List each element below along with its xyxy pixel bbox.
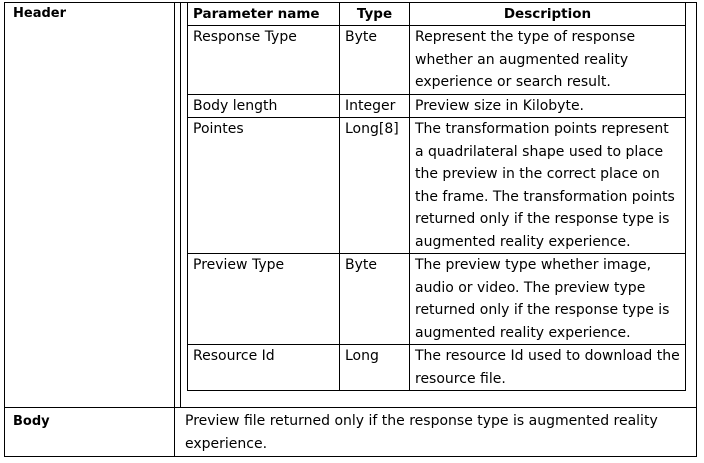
header-parameters-table (187, 2, 686, 391)
body-section-label: Body (13, 414, 50, 429)
parameter-type: Long (340, 345, 410, 391)
parameter-description: Represent the type of response whether an augmented reality experience or search result. (410, 26, 686, 95)
column-header-description: Description (410, 3, 686, 26)
parameter-name: Resource Id (188, 345, 340, 391)
parameter-description: Preview size in Kilobyte. (410, 94, 686, 118)
parameter-name: Pointes (188, 118, 340, 254)
parameter-description: The resource Id used to download the resource file. (410, 345, 686, 391)
table-row (188, 118, 686, 254)
table-row (188, 345, 686, 391)
body-description: Preview file returned only if the response type is augmented reality experience. (185, 413, 658, 452)
table-row (188, 94, 686, 118)
parameter-type: Byte (340, 26, 410, 95)
table-row (188, 254, 686, 345)
column-divider-inner (180, 3, 181, 408)
parameter-type: Integer (340, 94, 410, 118)
column-divider-left (174, 3, 175, 456)
column-header-type: Type (340, 3, 410, 26)
header-section-label: Header (13, 6, 67, 21)
parameter-type: Long[8] (340, 118, 410, 254)
parameter-description: The preview type whether image, audio or video. The preview type returned only if the response type is augmented reality experience. (410, 254, 686, 345)
table-header-row (188, 3, 686, 26)
row-divider (5, 407, 696, 408)
parameter-description: The transformation points represent a quadrilateral shape used to place the preview in the correct place on the frame. The transformation points returned only if the response type is augmented reality experience. (410, 118, 686, 254)
parameter-name: Preview Type (188, 254, 340, 345)
parameter-name: Body length (188, 94, 340, 118)
parameter-name: Response Type (188, 26, 340, 95)
table-row (188, 26, 686, 95)
parameter-type: Byte (340, 254, 410, 345)
column-header-parameter-name: Parameter name (188, 3, 340, 26)
